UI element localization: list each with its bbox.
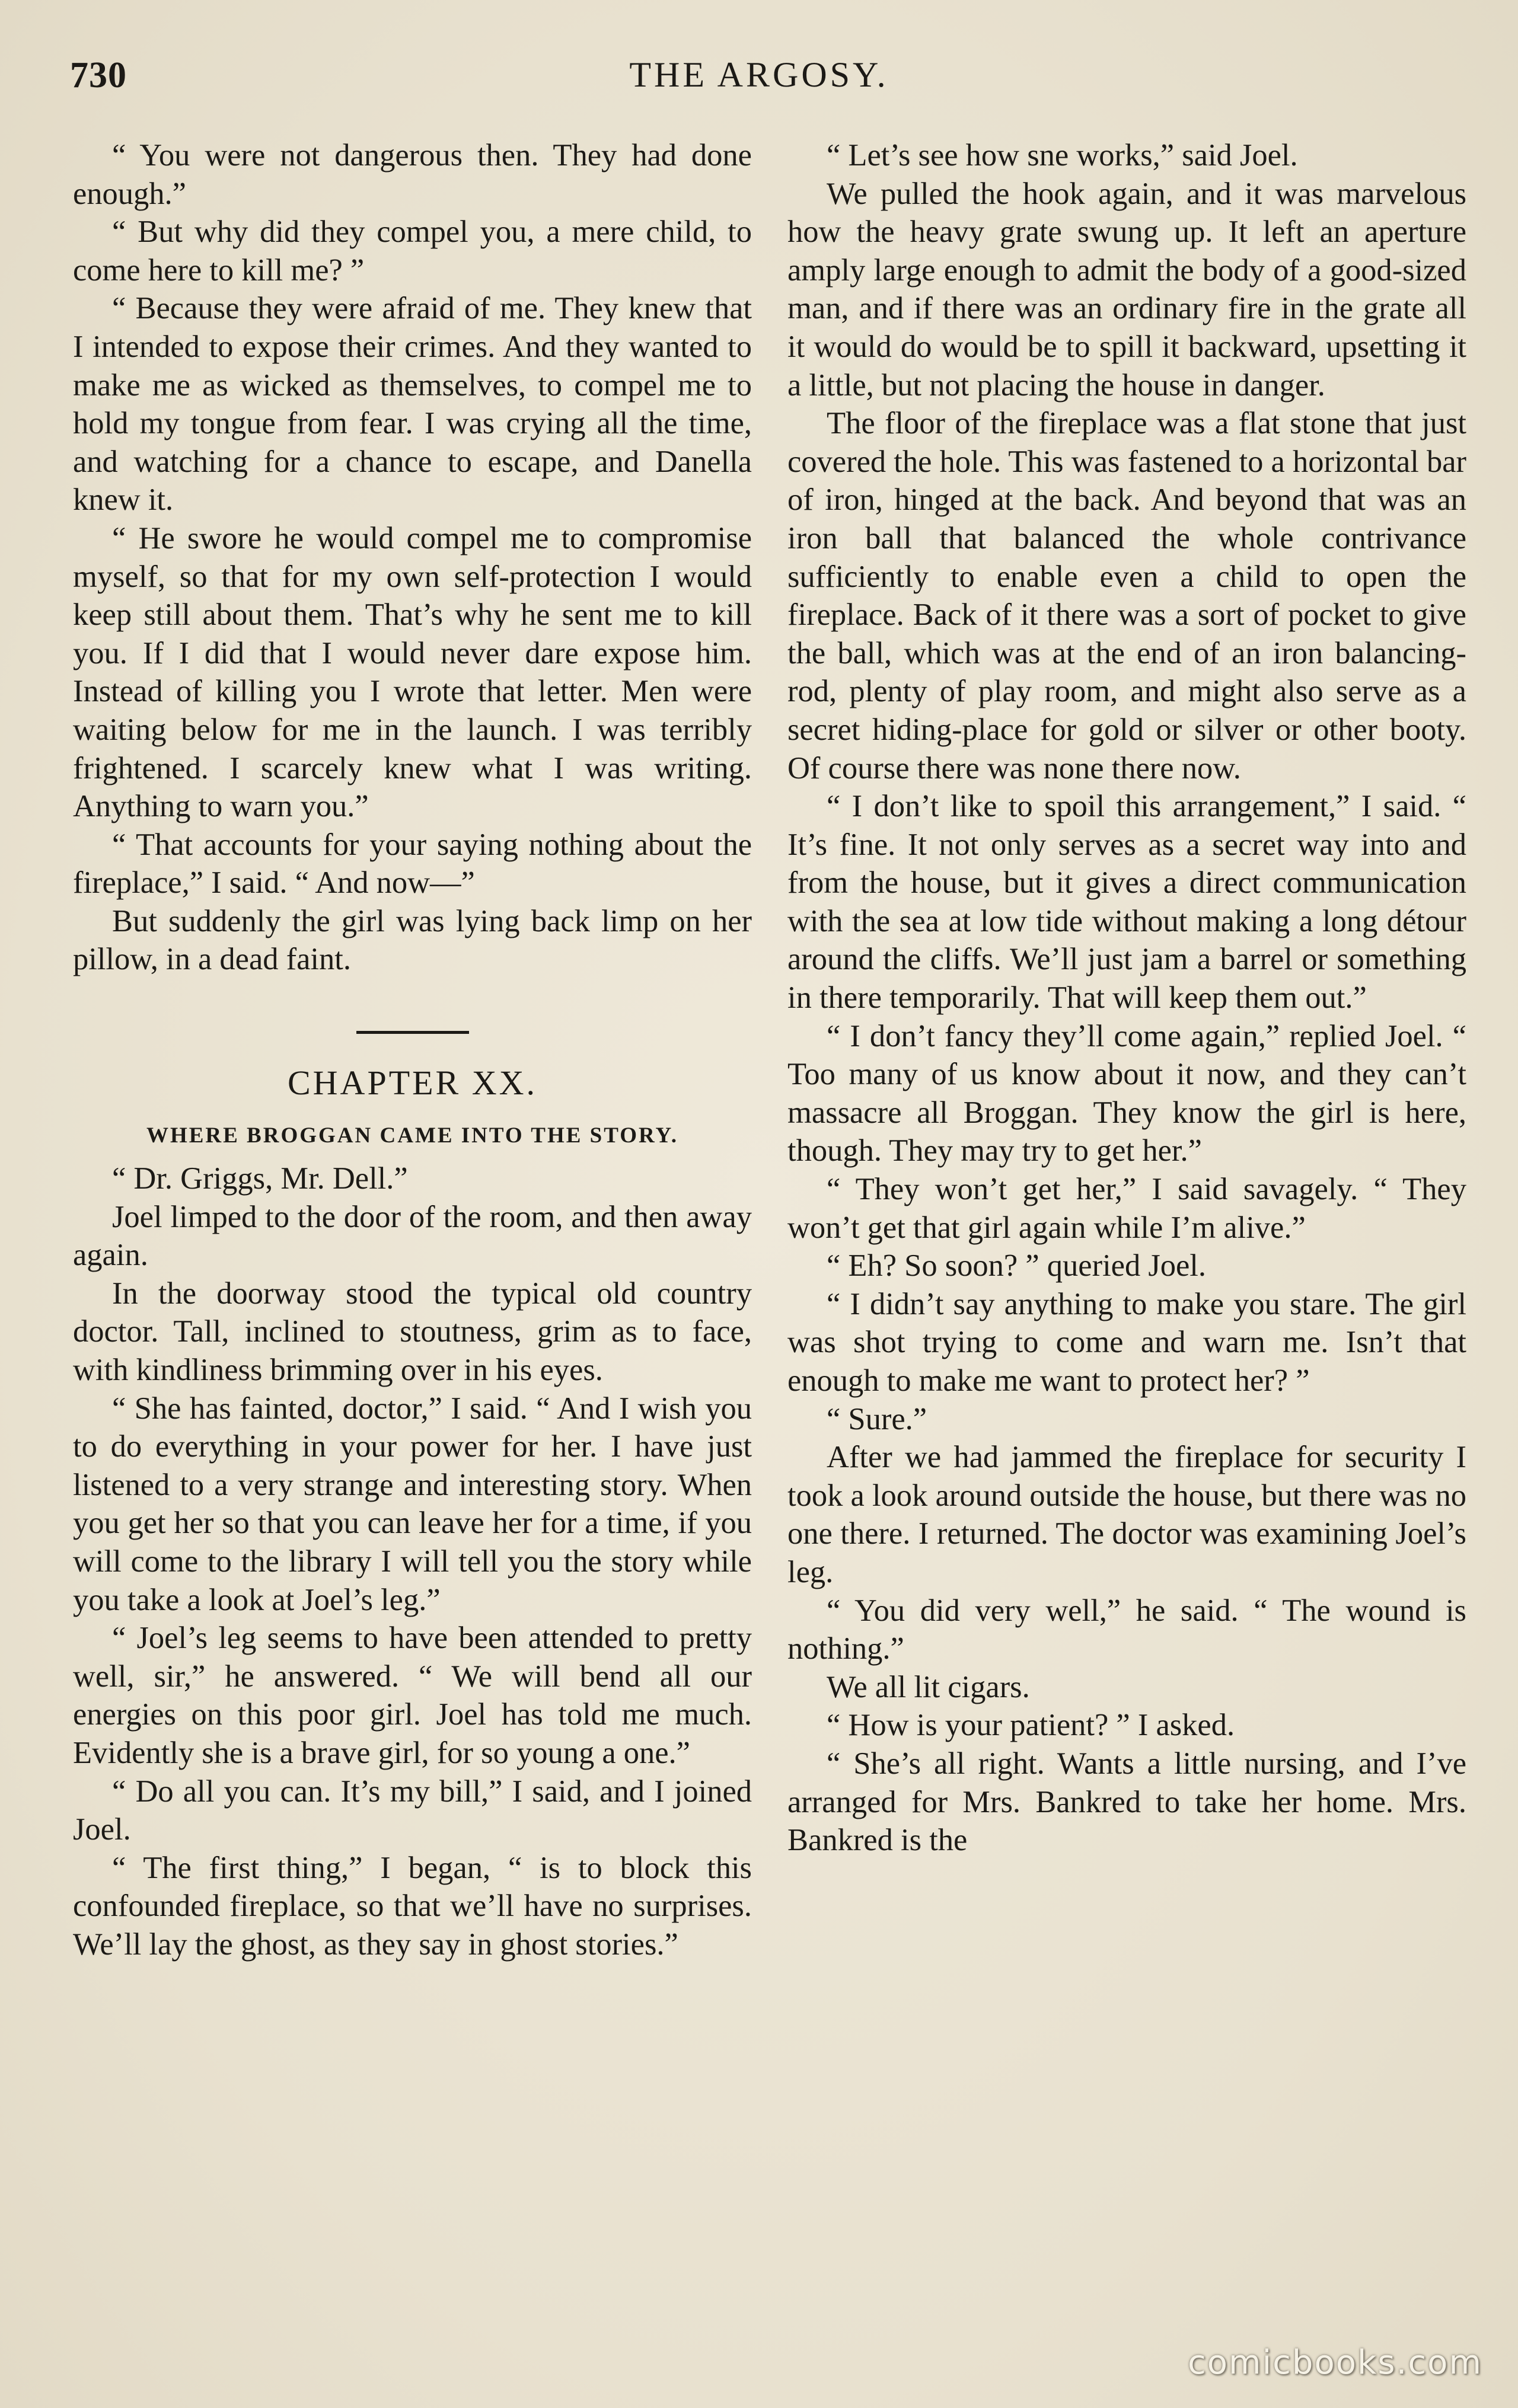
left-column: [73, 136, 752, 1964]
paragraph: “ That accounts for your saying nothing about the fireplace,” I said. “ And now—”: [73, 827, 752, 900]
paragraph: “ Because they were afraid of me. They knew that I intended to expose their crimes. And they wanted to make me as wicked as themselves, to compel me to hold my tongue from fear. I was crying all the time, and watching for a chance to escape, and Danella knew it.: [73, 291, 752, 518]
chapter-subtitle: WHERE BROGGAN CAME INTO THE STORY.: [146, 1123, 679, 1148]
paragraph: The floor of the fireplace was a flat stone that just covered the hole. This was fastened to a horizontal bar of iron, hinged at the back. And beyond that was an iron ball that balanced the whole contrivance sufficiently to enable even a child to open the fireplace. Back of it there was a sort of pocket to give the ball, which was at the end of an iron balancing-rod, plenty of play room, and might also serve as a secret hiding-place for gold or silver or other booty. Of course there was none there now.: [787, 406, 1466, 785]
paragraph: After we had jammed the fireplace for security I took a look around outside the house, but there was no one there. I returned. The doctor was examining Joel’s leg.: [787, 1440, 1466, 1589]
paragraph: “ He swore he would compel me to compromise myself, so that for my own self-protection I would keep still about them. That’s why he sent me to kill you. If I did that I would never dare expose him. Instead of killing you I wrote that letter. Men were waiting below for me in the launch. I was terribly frightened. I scarcely knew what I was writing. Anything to warn you.”: [73, 520, 752, 824]
paragraph: “ They won’t get her,” I said savagely. “ They won’t get that girl again while I’m alive.”: [787, 1172, 1466, 1245]
paragraph: Joel limped to the door of the room, and then away again.: [73, 1199, 752, 1273]
paragraph: “ You did very well,” he said. “ The wound is nothing.”: [787, 1593, 1466, 1666]
chapter-title: CHAPTER XX.: [287, 1064, 538, 1103]
paragraph: “ I don’t like to spoil this arrangement,” I said. “ It’s fine. It not only serves as a secret way into and from the house, but it gives a direct communication with the sea at low tide without making a long détour around the cliffs. We’ll just jam a barrel or something in there temporarily. That will keep them out.”: [787, 789, 1466, 1015]
running-head: THE ARGOSY.: [629, 55, 889, 94]
paragraph: But suddenly the girl was lying back limp on her pillow, in a dead faint.: [73, 903, 752, 977]
paragraph: “ How is your patient? ” I asked.: [827, 1708, 1235, 1743]
paragraph: “ Let’s see how sne works,” said Joel.: [827, 138, 1298, 173]
paragraph: “ I don’t fancy they’ll come again,” replied Joel. “ Too many of us know about it now, and they can’t massacre all Broggan. They know the girl is here, though. They may try to get her.”: [787, 1018, 1466, 1168]
paragraph: “ She’s all right. Wants a little nursing, and I’ve arranged for Mrs. Bankred to take her home. Mrs. Bankred is the: [787, 1746, 1466, 1858]
section-divider: [356, 1031, 469, 1034]
paragraph: “ Sure.”: [827, 1401, 927, 1436]
paragraph: In the doorway stood the typical old country doctor. Tall, inclined to stoutness, grim as to face, with kindliness brimming over in his eyes.: [73, 1276, 752, 1388]
paragraph: “ Eh? So soon? ” queried Joel.: [827, 1248, 1207, 1283]
paragraph: “ The first thing,” I began, “ is to block this confounded fireplace, so that we’ll have no surprises. We’ll lay the ghost, as they say in ghost stories.”: [73, 1850, 752, 1962]
paragraph: “ Do all you can. It’s my bill,” I said, and I joined Joel.: [73, 1774, 752, 1847]
paragraph: “ You were not dangerous then. They had done enough.”: [73, 138, 752, 211]
page-number: 730: [70, 55, 127, 95]
paragraph: We all lit cigars.: [827, 1669, 1030, 1704]
paragraph: “ I didn’t say anything to make you stare. The girl was shot trying to come and warn me. Isn’t that enough to make me want to protect her? ”: [787, 1286, 1466, 1398]
paragraph: “ Dr. Griggs, Mr. Dell.”: [112, 1161, 408, 1196]
page-header: [70, 55, 1448, 108]
paragraph: “ She has fainted, doctor,” I said. “ And I wish you to do everything in your power for her. I have just listened to a very strange and interesting story. When you get her so that you can leave her for a time, if you will come to the library I will tell you the story while you take a look at Joel’s leg.”: [73, 1391, 752, 1617]
watermark: comicbooks.com: [1187, 2343, 1482, 2382]
right-column: [787, 136, 1466, 1860]
paragraph: “ Joel’s leg seems to have been attended to pretty well, sir,” he answered. “ We will bend all our energies on this poor girl. Joel has told me much. Evidently she is a brave girl, for so young a one.”: [73, 1621, 752, 1770]
paragraph: We pulled the hook again, and it was marvelous how the heavy grate swung up. It left an aperture amply large enough to admit the body of a good-sized man, and if there was an ordinary fire in the grate all it would do would be to spill it backward, upsetting it a little, but not placing the house in danger.: [787, 176, 1466, 403]
paragraph: “ But why did they compel you, a mere child, to come here to kill me? ”: [73, 215, 752, 288]
